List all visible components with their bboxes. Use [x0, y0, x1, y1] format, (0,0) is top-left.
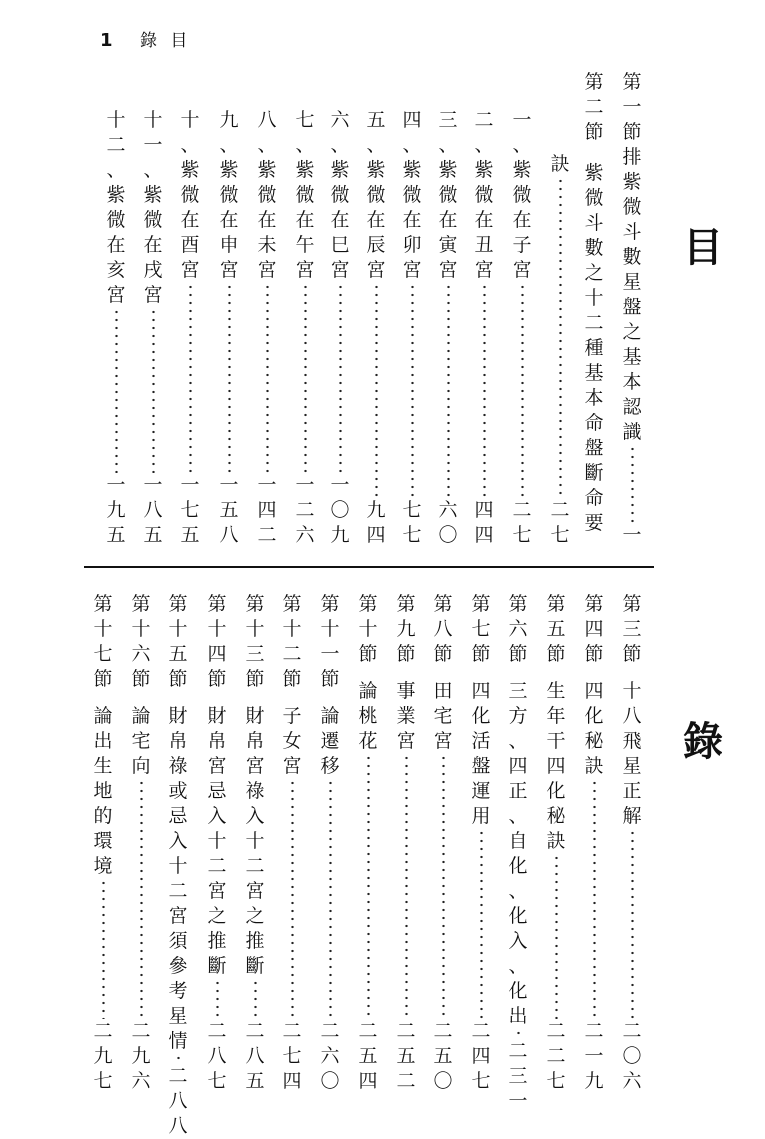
entry-page: 一	[622, 524, 642, 546]
entry-label: 第 八 節	[433, 593, 453, 665]
toc-entry	[579, 70, 609, 548]
entry-title: 生 年 干 四 化 秘 訣	[546, 680, 566, 852]
dot-leader	[216, 979, 219, 1019]
dot-leader	[442, 754, 445, 1019]
entry-page: 二 九 六	[131, 1020, 151, 1092]
entry-label: 十 一 、	[143, 109, 163, 181]
entry-label: 七 、	[295, 109, 315, 156]
dot-leader	[254, 979, 257, 1019]
dot-leader	[405, 754, 408, 1019]
entry-page: 二 〇 六	[622, 1020, 642, 1092]
entry-label: 第 十 四 節	[207, 593, 227, 690]
entry-title: 十 八 飛 星 正 解	[622, 680, 642, 827]
entry-label: 二 、	[474, 109, 494, 156]
entry-page: 二 九 七	[93, 1020, 113, 1092]
dot-leader	[517, 1029, 520, 1039]
toc-entry	[541, 592, 571, 1094]
entry-label: 第 十 七 節	[93, 593, 113, 690]
entry-title: 紫 微 在 亥 宮	[106, 184, 126, 306]
entry-page: 二 五 二	[396, 1020, 416, 1092]
dot-leader	[339, 283, 342, 473]
toc-entry	[101, 108, 131, 548]
toc-entry	[290, 108, 320, 548]
entry-page: 二 八 五	[245, 1020, 265, 1092]
entry-title: 三 方 、 四 正 、 自 化 、 化 入 、 化 出	[508, 680, 528, 1027]
entry-page: 九 四	[366, 499, 386, 546]
entry-title: 四 化 秘 訣	[584, 680, 604, 777]
toc-entry	[214, 108, 244, 548]
dot-leader	[266, 283, 269, 473]
entry-label: 第 十 五 節	[168, 593, 188, 690]
entry-title: 紫 微 在 未 宮	[257, 159, 277, 281]
entry-title: 論 宅 向	[131, 705, 151, 777]
entry-title: 財 帛 宮 忌 入 十 二 宮 之 推 斷	[207, 705, 227, 977]
toc-entry	[126, 592, 156, 1094]
entry-title: 財 帛 宮 祿 入 十 二 宮 之 推 斷	[245, 705, 265, 977]
entry-page: 七 七	[402, 499, 422, 546]
toc-entry	[433, 108, 463, 548]
entry-page: 二 三 一	[508, 1040, 528, 1112]
entry-title: 論 遷 移	[320, 705, 340, 777]
entry-page: 四 四	[474, 499, 494, 546]
entry-title: 紫 微 在 辰 宮	[366, 159, 386, 281]
entry-page: 一 〇 九	[330, 474, 350, 546]
dot-leader	[483, 283, 486, 498]
entry-label: 第 二 節	[584, 71, 604, 143]
page-number: 1	[100, 30, 117, 51]
entry-title: 紫 微 在 寅 宮	[438, 159, 458, 281]
section-divider	[84, 566, 654, 568]
entry-title: 論 桃 花	[358, 680, 378, 752]
entry-label: 第 十 六 節	[131, 593, 151, 690]
entry-page: 一 二 六	[295, 474, 315, 546]
entry-label: 八 、	[257, 109, 277, 156]
entry-label: 第 四 節	[584, 593, 604, 665]
entry-title: 訣	[550, 153, 570, 175]
entry-page: 二 二 七	[546, 1020, 566, 1092]
entry-title: 紫 微 在 申 宮	[219, 159, 239, 281]
entry-label: 第 一 節	[622, 71, 642, 143]
entry-page: 二 六 〇	[320, 1020, 340, 1092]
entry-label: 十 二 、	[106, 109, 126, 181]
page-header	[100, 26, 191, 51]
toc-entry	[240, 592, 270, 1094]
entry-page: 二 一 九	[584, 1020, 604, 1092]
entry-title: 紫 微 在 卯 宮	[402, 159, 422, 281]
dot-leader	[304, 283, 307, 473]
toc-entry	[545, 152, 575, 548]
toc-entry	[88, 592, 118, 1094]
toc-entry	[163, 592, 193, 1137]
entry-label: 第 十 二 節	[282, 593, 302, 690]
header-title: 錄 目	[139, 31, 192, 51]
toc-entry	[428, 592, 458, 1094]
entry-title: 論 出 生 地 的 環 境	[93, 705, 113, 877]
entry-label: 九 、	[219, 109, 239, 156]
dot-leader	[329, 779, 332, 1019]
entry-page: 一 九 五	[106, 474, 126, 546]
dot-leader	[375, 283, 378, 498]
dot-leader	[411, 283, 414, 498]
entry-page: 二 七	[512, 499, 532, 546]
entry-page: 二 四 七	[471, 1020, 491, 1092]
toc-entry	[503, 592, 533, 1112]
toc-entry	[617, 592, 647, 1094]
entry-title: 紫 微 在 丑 宮	[474, 159, 494, 281]
toc-entry	[325, 108, 355, 548]
entry-page: 二 八 八	[168, 1065, 188, 1137]
toc-entry	[202, 592, 232, 1094]
toc-entry	[252, 108, 282, 548]
dot-leader	[189, 283, 192, 473]
entry-label: 十 、	[180, 109, 200, 156]
entry-title: 紫 微 在 巳 宮	[330, 159, 350, 281]
entry-title: 子 女 宮	[282, 705, 302, 777]
toc-entry	[579, 592, 609, 1094]
entry-page: 一 七 五	[180, 474, 200, 546]
entry-label: 第 三 節	[622, 593, 642, 665]
entry-page: 一 四 二	[257, 474, 277, 546]
toc-entry	[466, 592, 496, 1094]
dot-leader	[177, 1054, 180, 1064]
dot-leader	[228, 283, 231, 473]
entry-label: 第 十 節	[358, 593, 378, 665]
entry-page: 二 五 四	[358, 1020, 378, 1092]
entry-label: 第 六 節	[508, 593, 528, 665]
side-title-bottom: 錄	[683, 719, 723, 765]
dot-leader	[152, 308, 155, 473]
entry-page: 二 七 四	[282, 1020, 302, 1092]
entry-title: 紫 微 在 酉 宮	[180, 159, 200, 281]
dot-leader	[102, 879, 105, 1019]
toc-entry	[353, 592, 383, 1094]
entry-label: 第 十 一 節	[320, 593, 340, 690]
dot-leader	[593, 779, 596, 1019]
toc-entry	[617, 70, 647, 548]
entry-title: 財 帛 祿 或 忌 入 十 二 宮 須 參 考 星 情	[168, 705, 188, 1052]
entry-label: 第 七 節	[471, 593, 491, 665]
entry-page: 六 〇	[438, 499, 458, 546]
entry-label: 五 、	[366, 109, 386, 156]
entry-title: 排 紫 微 斗 數 星 盤 之 基 本 認 識	[622, 146, 642, 443]
entry-label: 三 、	[438, 109, 458, 156]
toc-entry	[507, 108, 537, 548]
side-title-top: 目	[683, 225, 723, 271]
toc-entry	[469, 108, 499, 548]
dot-leader	[559, 177, 562, 498]
entry-title: 四 化 活 盤 運 用	[471, 680, 491, 827]
dot-leader	[447, 283, 450, 498]
entry-title: 紫 微 在 子 宮	[512, 159, 532, 281]
entry-page: 二 五 〇	[433, 1020, 453, 1092]
entry-title: 紫 微 在 午 宮	[295, 159, 315, 281]
dot-leader	[631, 829, 634, 1019]
toc-entry	[391, 592, 421, 1094]
entry-title: 田 宅 宮	[433, 680, 453, 752]
toc-entry	[397, 108, 427, 548]
entry-label: 第 五 節	[546, 593, 566, 665]
entry-page: 二 七	[550, 499, 570, 546]
toc-entry	[361, 108, 391, 548]
toc-entry	[277, 592, 307, 1094]
entry-label: 一 、	[512, 109, 532, 156]
dot-leader	[140, 779, 143, 1019]
entry-label: 四 、	[402, 109, 422, 156]
entry-label: 六 、	[330, 109, 350, 156]
dot-leader	[291, 779, 294, 1019]
dot-leader	[521, 283, 524, 498]
entry-title: 紫 微 在 戌 宮	[143, 184, 163, 306]
entry-title: 事 業 宮	[396, 680, 416, 752]
toc-entry	[138, 108, 168, 548]
dot-leader	[115, 308, 118, 473]
dot-leader	[555, 854, 558, 1019]
dot-leader	[631, 445, 634, 523]
entry-page: 一 八 五	[143, 474, 163, 546]
toc-entry	[315, 592, 345, 1094]
dot-leader	[480, 829, 483, 1019]
entry-page: 一 五 八	[219, 474, 239, 546]
entry-title: 紫 微 斗 數 之 十 二 種 基 本 命 盤 斷 命 要	[584, 162, 604, 534]
entry-label: 第 十 三 節	[245, 593, 265, 690]
entry-page: 二 八 七	[207, 1020, 227, 1092]
toc-entry	[175, 108, 205, 548]
dot-leader	[367, 754, 370, 1019]
entry-label: 第 九 節	[396, 593, 416, 665]
